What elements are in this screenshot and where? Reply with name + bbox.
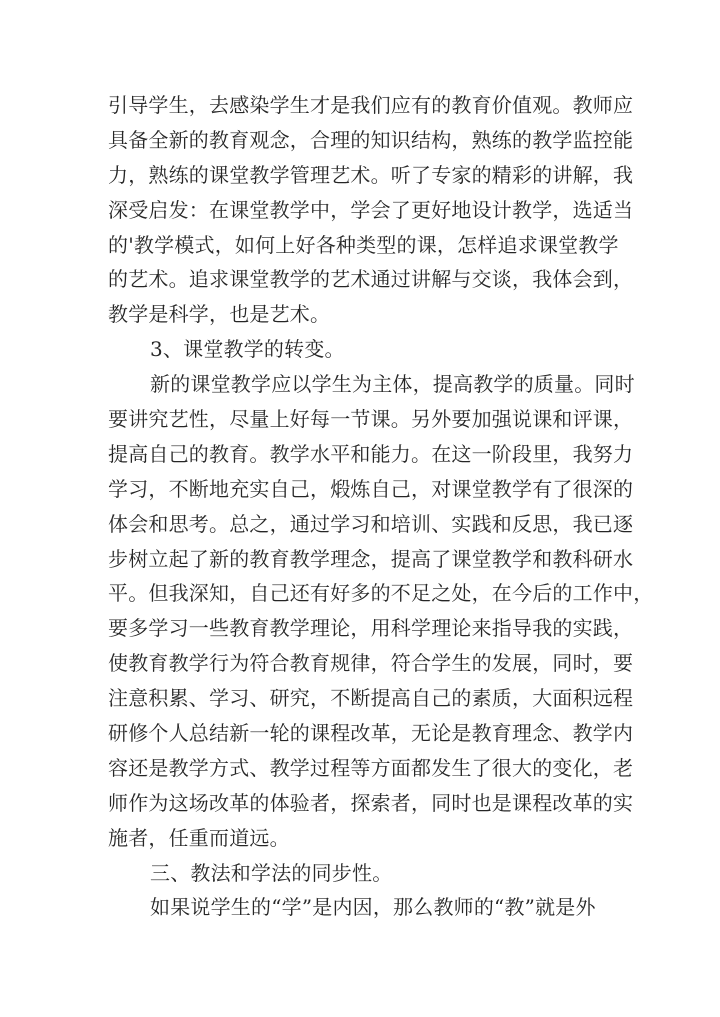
text-line: 三、教法和学法的同步性。	[150, 860, 393, 885]
text-line: 的艺术。追求课堂教学的艺术通过讲解与交谈，我体会到，	[108, 267, 634, 292]
text-line: 深受启发：在课堂教学中，学会了更好地设计教学，选适当	[108, 197, 634, 222]
text-line: 提高自己的教育。教学水平和能力。在这一阶段里，我努力	[108, 441, 634, 466]
text-line: 要讲究艺性，尽量上好每一节课。另外要加强说课和评课，	[108, 407, 634, 432]
text-line: 如果说学生的“学”是内因，那么教师的“教”就是外	[150, 895, 596, 920]
text-line: 师作为这场改革的体验者，探索者，同时也是课程改革的实	[108, 790, 634, 815]
text-line: 要多学习一些教育教学理论，用科学理论来指导我的实践，	[108, 616, 634, 641]
text-line: 具备全新的教育观念，合理的知识结构，熟练的教学监控能	[108, 127, 634, 152]
text-line: 3、课堂教学的转变。	[150, 337, 345, 362]
text-line: 的'教学模式，如何上好各种类型的课，怎样追求课堂教学	[108, 232, 619, 257]
text-line: 研修个人总结新一轮的课程改革，无论是教育理念、教学内	[108, 721, 634, 746]
text-line: 步树立起了新的教育教学理念，提高了课堂教学和教科研水	[108, 546, 634, 571]
text-line: 容还是教学方式、教学过程等方面都发生了很大的变化，老	[108, 755, 634, 780]
text-line: 平。但我深知，自己还有好多的不足之处，在今后的工作中，	[108, 581, 654, 606]
text-line: 使教育教学行为符合教育规律，符合学生的发展，同时，要	[108, 651, 634, 676]
text-line: 教学是科学，也是艺术。	[108, 302, 331, 327]
text-line: 引导学生，去感染学生才是我们应有的教育价值观。教师应	[108, 93, 634, 117]
text-line: 体会和思考。总之，通过学习和培训、实践和反思，我已逐	[108, 511, 634, 536]
text-line: 学习，不断地充实自己，煅炼自己，对课堂教学有了很深的	[108, 476, 634, 501]
text-line: 施者，任重而道远。	[108, 825, 290, 850]
text-line: 力，熟练的课堂教学管理艺术。听了专家的精彩的讲解，我	[108, 162, 634, 187]
text-line: 新的课堂教学应以学生为主体，提高教学的质量。同时	[150, 372, 635, 397]
text-line: 注意积累、学习、研究，不断提高自己的素质，大面积远程	[108, 686, 634, 711]
document-body	[108, 88, 654, 925]
